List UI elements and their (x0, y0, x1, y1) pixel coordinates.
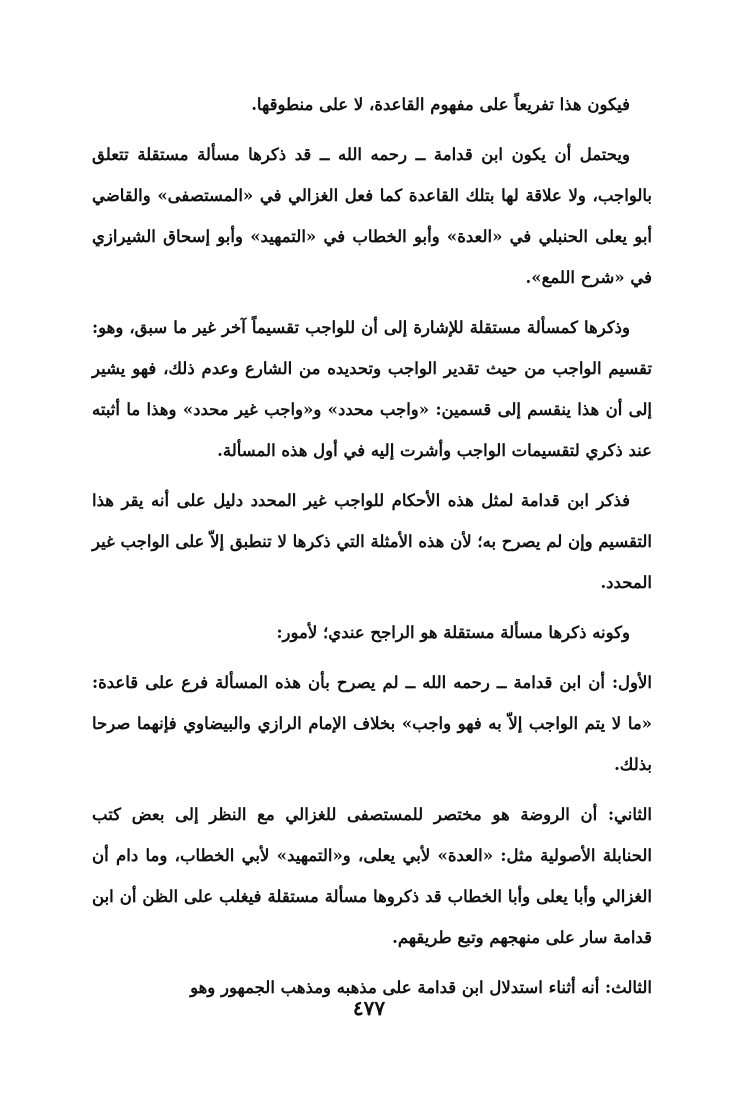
paragraph-6-lead: الأول: (611, 673, 652, 692)
paragraph-6-text: أن ابن قدامة ــ رحمه الله ــ لم يصرح بأن هذه المسألة فرع على قاعدة: «ما لا يتم الواجب إلاّ به فهو واجب» بخلاف الإمام الرازي والبيضاوي فإنهما صرحا بذلك. (92, 673, 652, 774)
paragraph-5 (92, 612, 652, 653)
paragraph-6 (92, 662, 652, 785)
body-text (92, 84, 652, 1017)
paragraph-2-text: ويحتمل أن يكون ابن قدامة ــ رحمه الله ــ قد ذكرها مسألة مستقلة تتعلق بالواجب، ولا علاقة لها بتلك القاعدة كما فعل الغزالي في «المستصفى» والقاضي أبو يعلى الحنبلي في «العدة» وأبو الخطاب في «التمهيد» وأبو إسحاق الشيرازي في «شرح اللمع». (92, 145, 652, 287)
paragraph-7 (92, 794, 652, 958)
paragraph-4-text: فذكر ابن قدامة لمثل هذه الأحكام للواجب غير المحدد دليل على أنه يقر هذا التقسيم وإن لم يصرح به؛ لأن هذه الأمثلة التي ذكرها لا تنطبق إلاّ على الواجب غير المحدد. (92, 491, 652, 592)
paragraph-3-text: وذكرها كمسألة مستقلة للإشارة إلى أن للواجب تقسيماً آخر غير ما سبق، وهو: تقسيم الواجب من حيث تقدير الواجب وتحديده من الشارع وعدم ذلك، فهو يشير إلى أن هذا ينقسم إلى قسمين: «واجب محدد» و«واجب غير محدد» وهذا ما أثبته عند ذكري لتقسيمات الواجب وأشرت إليه في أول هذه المسألة. (92, 318, 652, 460)
page-number: ٤٧٧ (352, 996, 386, 1020)
paragraph-8-lead: الثالث: (605, 978, 652, 997)
paragraph-5-text: وكونه ذكرها مسألة مستقلة هو الراجح عندي؛ لأمور: (276, 623, 630, 642)
paragraph-1 (92, 84, 652, 125)
paragraph-8-text: أنه أثناء استدلال ابن قدامة على مذهبه ومذهب الجمهور وهو (190, 978, 606, 997)
paragraph-7-lead: الثاني: (607, 805, 652, 824)
paragraph-2 (92, 134, 652, 298)
paragraph-4 (92, 480, 652, 603)
paragraph-1-text: فيكون هذا تفريعاً على مفهوم القاعدة، لا على منطوقها. (251, 95, 630, 114)
paragraph-3 (92, 307, 652, 471)
paragraph-7-text: أن الروضة هو مختصر للمستصفى للغزالي مع النظر إلى بعض كتب الحنابلة الأصولية مثل: «العدة» لأبي يعلى، و«التمهيد» لأبي الخطاب، وما دام أن الغزالي وأبا يعلى وأبا الخطاب قد ذكروها مسألة مستقلة فيغلب على الظن أن ابن قدامة سار على منهجهم وتبع طريقهم. (92, 805, 652, 947)
